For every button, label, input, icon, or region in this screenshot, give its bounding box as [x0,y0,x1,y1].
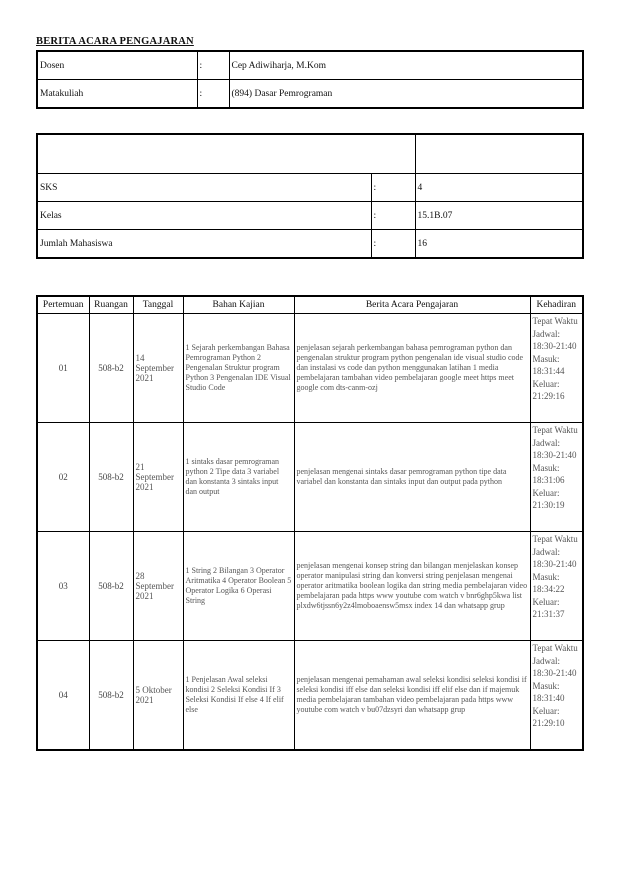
info-blank-row [37,134,583,174]
table-header-row [37,296,583,314]
info-value: 16 [415,230,583,259]
blank-cell [37,134,415,174]
header-ruangan: Ruangan [89,296,133,314]
cell-bahan-kajian: 1 sintaks dasar pemrograman python 2 Tipe data 3 variabel dan konstanta 3 sintaks input dan output [183,423,294,532]
class-info-table [36,133,584,259]
info-separator: : [371,174,415,202]
teaching-record-table [36,295,584,751]
cell-bahan-kajian: 1 Sejarah perkembangan Bahasa Pemrograman Python 2 Pengenalan Struktur program Python 3 Pengenalan IDE Visual Studio Code [183,314,294,423]
cell-berita-acara: penjelasan mengenai konsep string dan bilangan menjelaskan konsep operator manipulasi string dan konversi string penjelasan mengenai operator aritmatika boolean logika dan string media pembelajaran video pembelajaran pada https www youtube com watch v bnr6ghp5kwa list plxdw6tjssn6y2z4lmoboaensw5msx index 14 dan whatsapp grup [294,532,530,641]
cell-pertemuan: 02 [37,423,89,532]
table-row [37,314,583,423]
cell-kehadiran: Tepat Waktu Jadwal: 18:30-21:40 Masuk: 18:31:44 Keluar: 21:29:16 [530,314,583,423]
info-separator: : [371,230,415,259]
cell-kehadiran: Tepat Waktu Jadwal: 18:30-21:40 Masuk: 18:31:40 Keluar: 21:29:10 [530,641,583,751]
info-value: 4 [415,174,583,202]
header-tanggal: Tanggal [133,296,183,314]
info-label: Kelas [37,202,371,230]
info-row-kelas [37,202,583,230]
cell-bahan-kajian: 1 Penjelasan Awal seleksi kondisi 2 Seleksi Kondisi If 3 Seleksi Kondisi If else 4 If elif else [183,641,294,751]
cell-berita-acara: penjelasan mengenai pemahaman awal seleksi kondisi seleksi kondisi if seleksi kondisi iff else dan seleksi kondisi iff elif else dan if majemuk media pembelajaran tambahan video pembelajaran pada https www youtube com watch v bu07dzsyri dan whatsapp grup [294,641,530,751]
cell-berita-acara: penjelasan sejarah perkembangan bahasa pemrograman python dan pengenalan struktur program python pengenalan ide visual studio code dan instalasi vs code dan python menggunakan latihan 1 media pembelajaran tambahan video pembelajaran google meet https meet google com dts-canm-ozj [294,314,530,423]
cell-kehadiran: Tepat Waktu Jadwal: 18:30-21:40 Masuk: 18:34:22 Keluar: 21:31:37 [530,532,583,641]
table-row [37,641,583,751]
blank-cell [415,134,583,174]
cell-ruangan: 508-b2 [89,532,133,641]
lecturer-info-table [36,50,584,109]
cell-pertemuan: 04 [37,641,89,751]
header-berita-acara: Berita Acara Pengajaran [294,296,530,314]
info-value: Cep Adiwiharja, M.Kom [229,51,583,80]
info-label: Dosen [37,51,197,80]
header-kehadiran: Kehadiran [530,296,583,314]
info-row-sks [37,174,583,202]
info-value: 15.1B.07 [415,202,583,230]
cell-pertemuan: 03 [37,532,89,641]
info-separator: : [197,51,229,80]
cell-tanggal: 21 September 2021 [133,423,183,532]
cell-tanggal: 28 September 2021 [133,532,183,641]
info-separator: : [371,202,415,230]
info-label: Matakuliah [37,80,197,109]
cell-ruangan: 508-b2 [89,314,133,423]
info-row-matakuliah [37,80,583,109]
cell-ruangan: 508-b2 [89,423,133,532]
cell-kehadiran: Tepat Waktu Jadwal: 18:30-21:40 Masuk: 18:31:06 Keluar: 21:30:19 [530,423,583,532]
header-bahan-kajian: Bahan Kajian [183,296,294,314]
table-row [37,423,583,532]
page-title: BERITA ACARA PENGAJARAN [36,36,194,47]
info-value: (894) Dasar Pemrograman [229,80,583,109]
cell-pertemuan: 01 [37,314,89,423]
cell-tanggal: 14 September 2021 [133,314,183,423]
header-pertemuan: Pertemuan [37,296,89,314]
info-label: SKS [37,174,371,202]
cell-tanggal: 5 Oktober 2021 [133,641,183,751]
table-row [37,532,583,641]
info-label: Jumlah Mahasiswa [37,230,371,259]
info-row-dosen [37,51,583,80]
cell-ruangan: 508-b2 [89,641,133,751]
cell-berita-acara: penjelasan mengenai sintaks dasar pemrograman python tipe data variabel dan konstanta dan sintaks input dan output pada python [294,423,530,532]
info-row-jumlah-mahasiswa [37,230,583,259]
cell-bahan-kajian: 1 String 2 Bilangan 3 Operator Aritmatika 4 Operator Boolean 5 Operator Logika 6 Operasi String [183,532,294,641]
info-separator: : [197,80,229,109]
